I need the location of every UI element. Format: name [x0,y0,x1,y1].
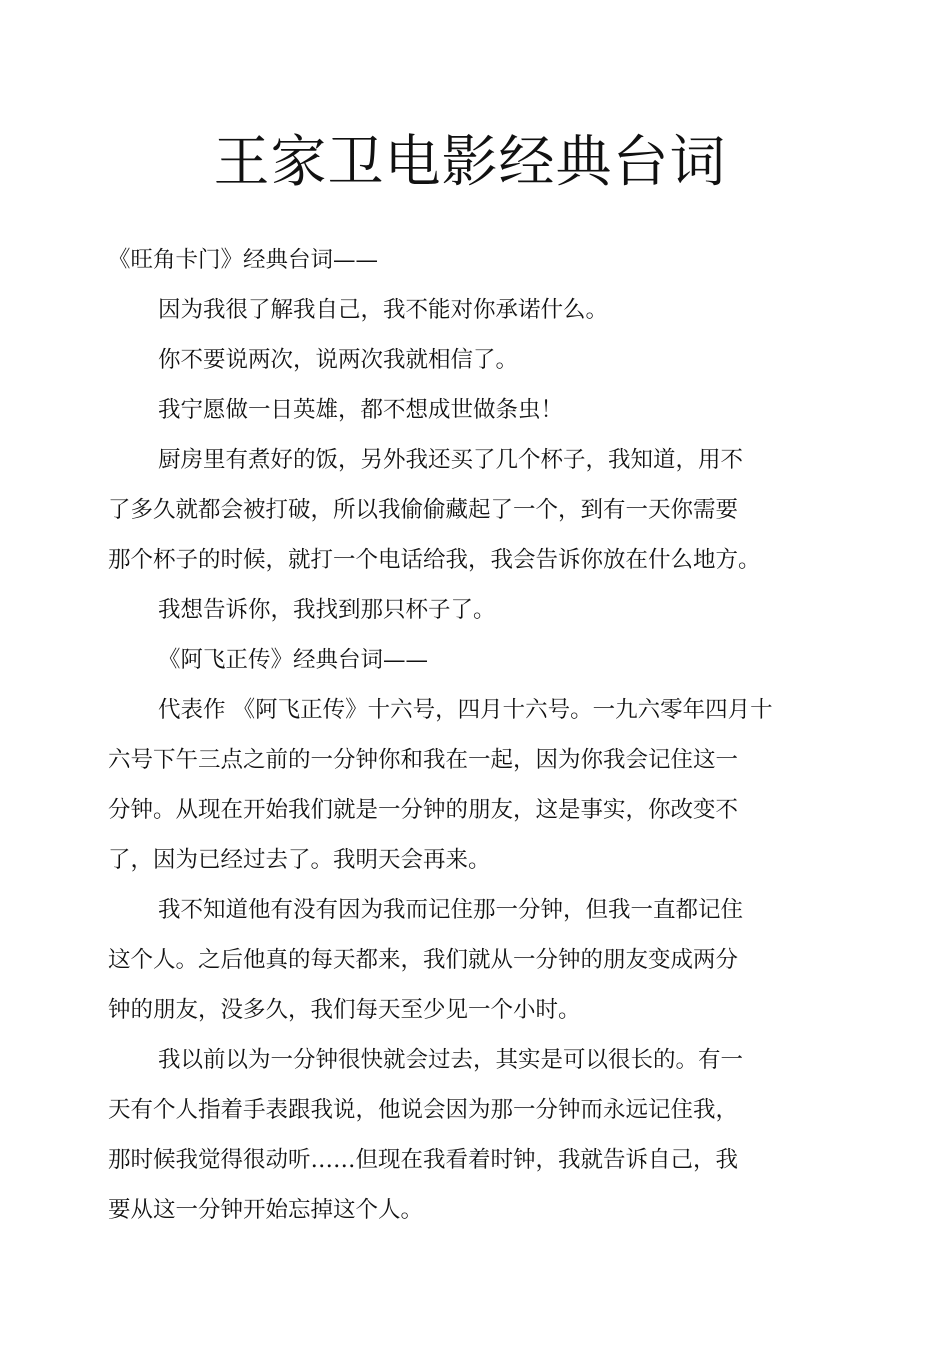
text-line: 我以前以为一分钟很快就会过去，其实是可以很长的。有一 [158,1047,744,1073]
text-line: 天有个人指着手表跟我说，他说会因为那一分钟而永远记住我， [108,1097,739,1123]
text-line: 我宁愿做一日英雄，都不想成世做条虫！ [158,397,564,423]
text-line: 要从这一分钟开始忘掉这个人。 [108,1197,424,1223]
text-line: 因为我很了解我自己，我不能对你承诺什么。 [158,297,609,323]
text-line: 你不要说两次，说两次我就相信了。 [158,347,519,373]
text-line: 代表作 《阿飞正传》十六号，四月十六号。一九六零年四月十 [158,697,773,723]
text-line: 《阿飞正传》经典台词—— [158,647,429,673]
text-line: 厨房里有煮好的饭，另外我还买了几个杯子，我知道，用不 [158,447,744,473]
text-line: 那个杯子的时候，就打一个电话给我，我会告诉你放在什么地方。 [108,547,761,573]
text-line: 六号下午三点之前的一分钟你和我在一起，因为你我会记住这一 [108,747,739,773]
text-line: 了多久就都会被打破，所以我偷偷藏起了一个，到有一天你需要 [108,497,739,523]
text-line: 钟的朋友，没多久，我们每天至少见一个小时。 [108,997,581,1023]
text-line: 这个人。之后他真的每天都来，我们就从一分钟的朋友变成两分 [108,947,739,973]
text-line: 了，因为已经过去了。我明天会再来。 [108,847,491,873]
text-line: 《旺角卡门》经典台词—— [108,247,379,273]
text-line: 我想告诉你，我找到那只杯子了。 [158,597,496,623]
text-line: 那时候我觉得很动听……但现在我看着时钟，我就告诉自己，我 [108,1147,739,1173]
document-title: 王家卫电影经典台词 [213,130,727,195]
text-line: 分钟。从现在开始我们就是一分钟的朋友，这是事实，你改变不 [108,797,739,823]
document-body [108,235,788,1235]
text-line: 我不知道他有没有因为我而记住那一分钟，但我一直都记住 [158,897,744,923]
